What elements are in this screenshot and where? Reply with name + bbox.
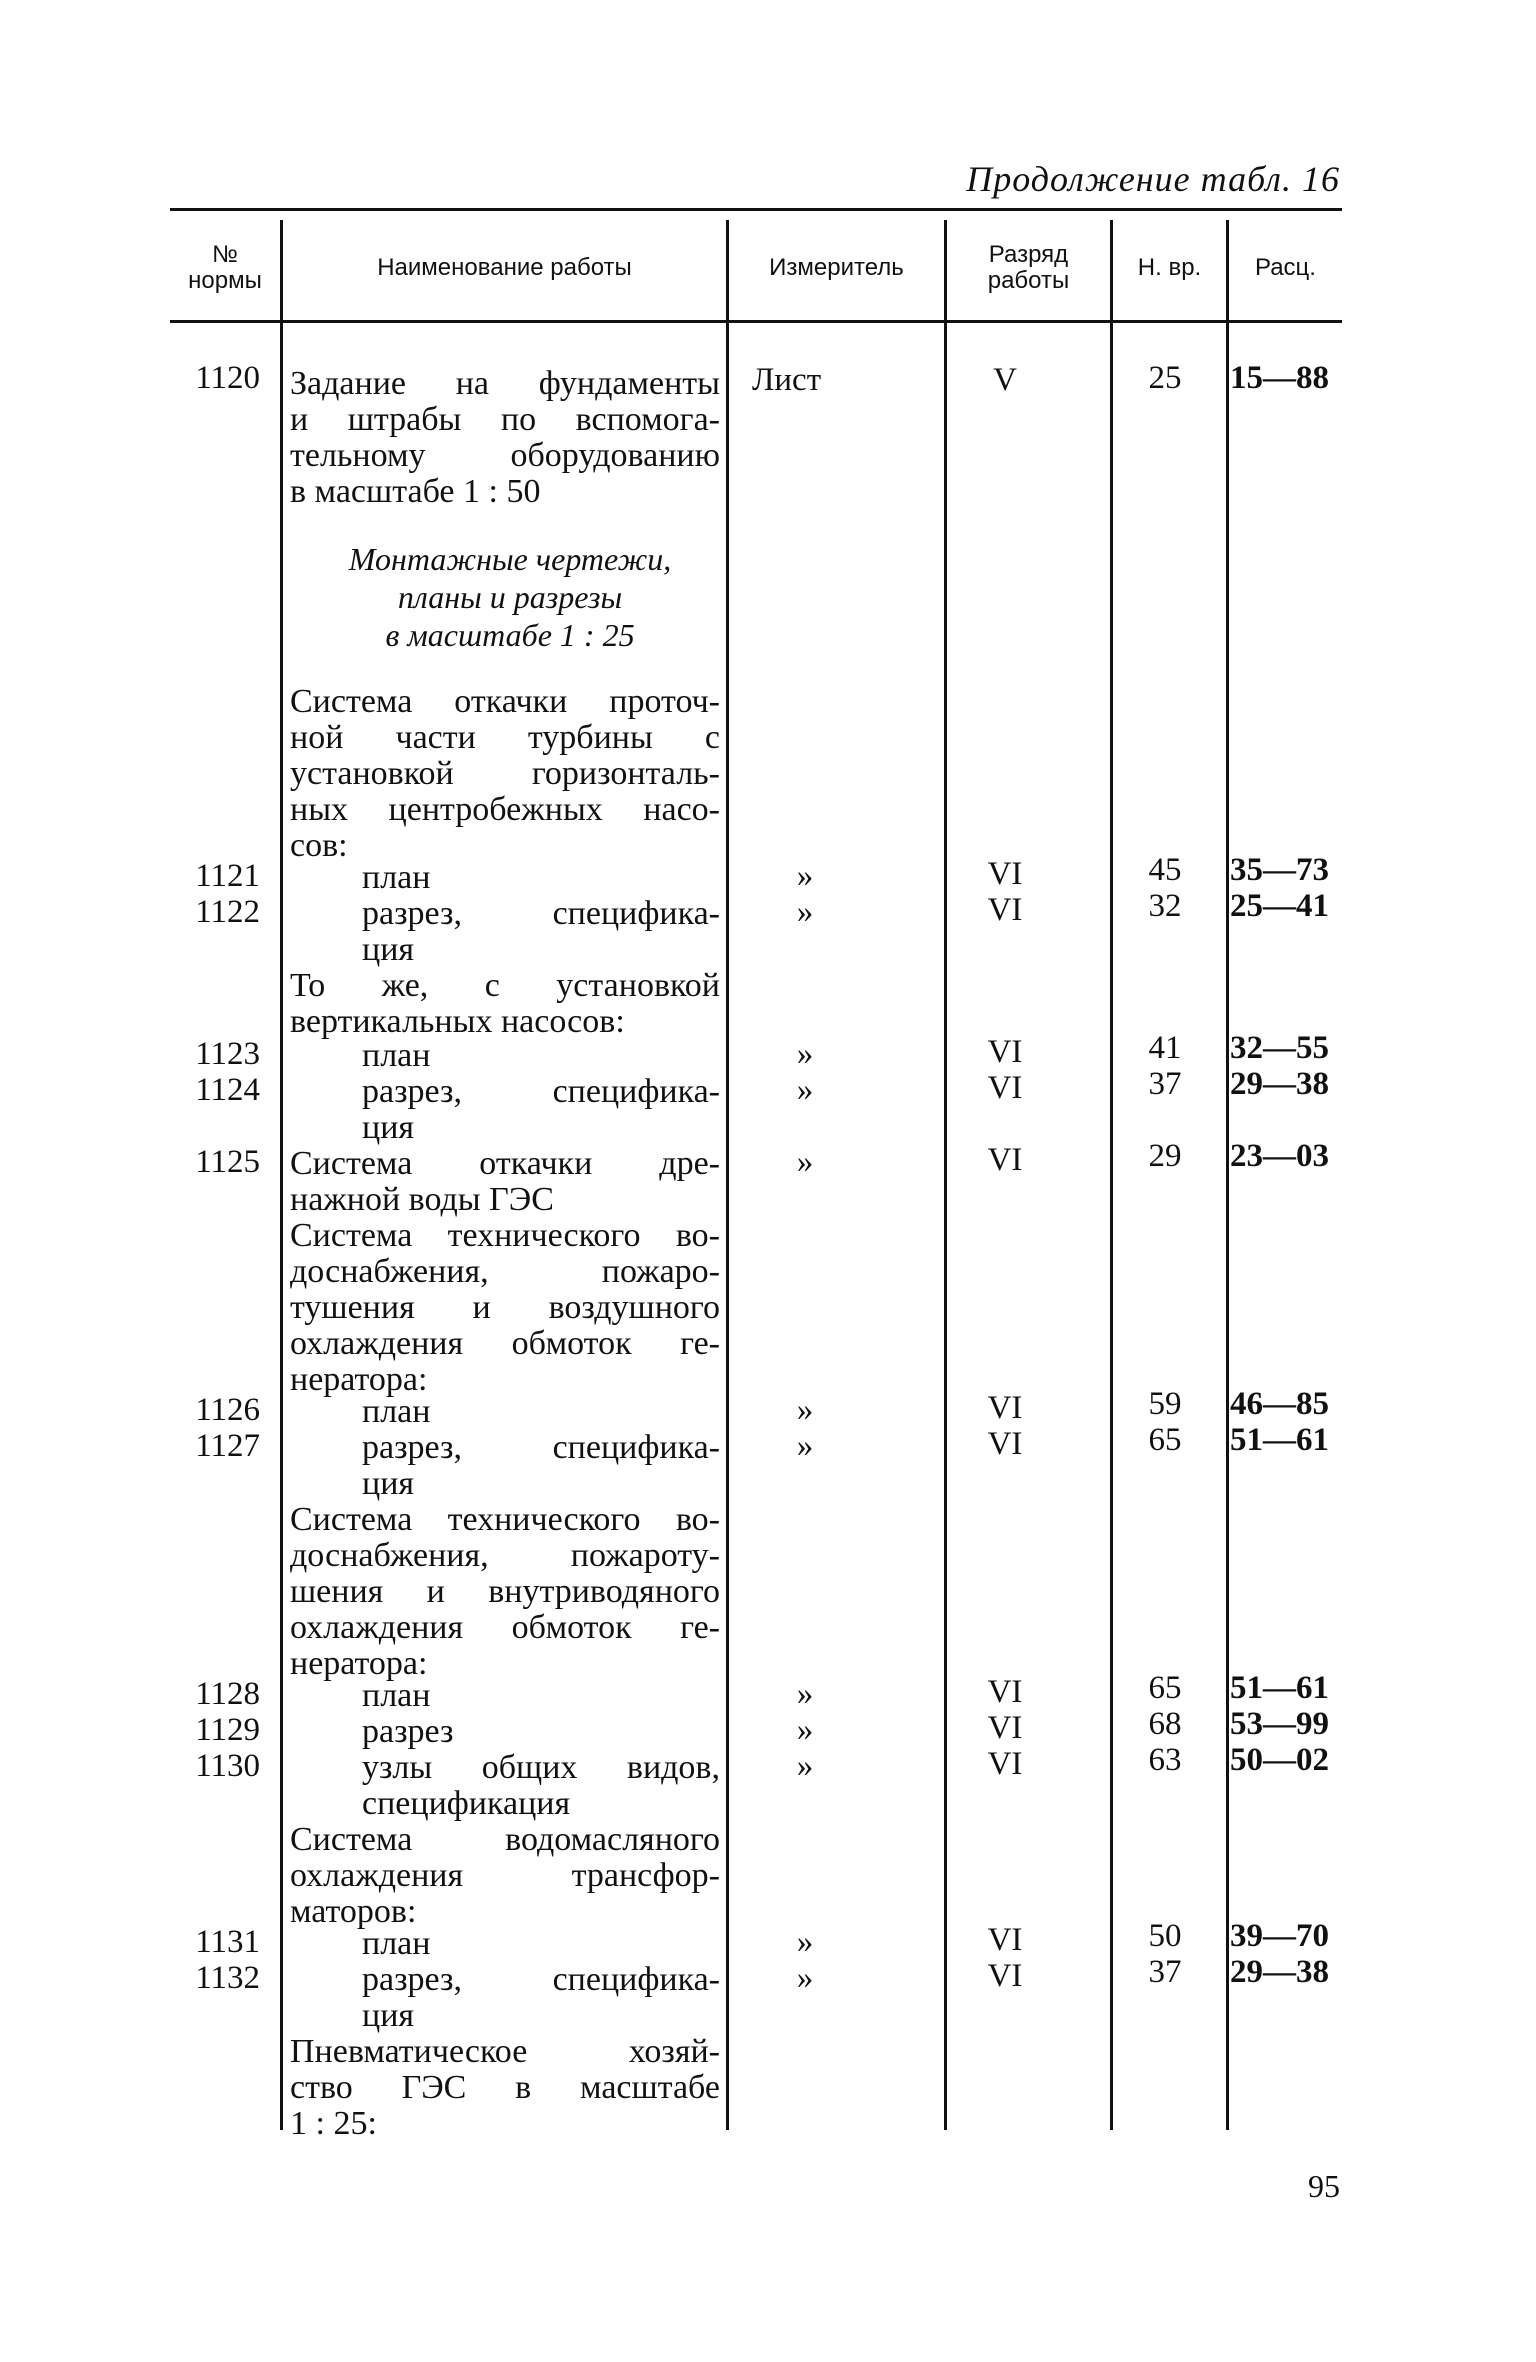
ditto-mark: »	[796, 1960, 814, 1996]
text-line: охлаждения трансфор-	[290, 1857, 720, 1894]
work-name	[362, 1962, 720, 2034]
work-grade: VI	[987, 1426, 1023, 1462]
norm-number: 1122	[195, 894, 260, 930]
work-name: план	[362, 1393, 431, 1430]
work-grade: VI	[987, 1142, 1023, 1178]
text-line: Задание на фундаменты	[290, 365, 720, 402]
text-line: ция	[362, 931, 415, 968]
group-heading	[290, 684, 720, 864]
ditto-mark: »	[796, 858, 814, 894]
work-name	[290, 1146, 720, 1218]
group-heading	[290, 1822, 720, 1930]
group-heading	[290, 968, 720, 1040]
text-line: ция	[362, 1109, 415, 1146]
time-norm: 41	[1148, 1030, 1182, 1066]
column-divider	[1226, 220, 1229, 2130]
work-name	[362, 1430, 720, 1502]
text-line: разрез, специфика-	[362, 1961, 720, 1998]
text-line: Система откачки дре-	[290, 1145, 720, 1182]
text-line: разрез, специфика-	[362, 1429, 720, 1466]
time-norm: 37	[1148, 1954, 1182, 1990]
work-grade: V	[993, 362, 1017, 398]
column-divider	[1110, 220, 1113, 2130]
work-grade: VI	[987, 1746, 1023, 1782]
rate-value: 46—85	[1230, 1386, 1329, 1422]
text-line: разрез, специфика-	[362, 895, 720, 932]
time-norm: 65	[1148, 1670, 1182, 1706]
time-norm: 68	[1148, 1706, 1182, 1742]
work-grade: VI	[987, 856, 1023, 892]
text-line: вертикальных насосов:	[290, 1003, 625, 1040]
norm-number: 1123	[195, 1036, 260, 1072]
text-line: Система технического во-	[290, 1217, 720, 1254]
text-line: нератора:	[290, 1361, 428, 1398]
work-grade: VI	[987, 1922, 1023, 1958]
work-name: разрез	[362, 1713, 454, 1750]
work-grade: VI	[987, 1390, 1023, 1426]
table-caption: Продолжение табл. 16	[966, 159, 1340, 199]
rate-value: 29—38	[1230, 1066, 1329, 1102]
text-line: тушения и воздушного	[290, 1289, 720, 1326]
time-norm: 32	[1148, 888, 1182, 924]
work-name: план	[362, 859, 431, 896]
text-line: Система технического во-	[290, 1501, 720, 1538]
norm-number: 1131	[195, 1924, 260, 1960]
text-line: ной части турбины с	[290, 719, 720, 756]
header-bottom-rule	[170, 320, 1342, 323]
text-line: охлаждения обмоток ге-	[290, 1325, 720, 1362]
text-line: доснабжения, пожароту-	[290, 1537, 720, 1574]
norm-number: 1124	[195, 1072, 260, 1108]
text-line: сов:	[290, 827, 348, 864]
rate-value: 50—02	[1230, 1742, 1329, 1778]
rate-value: 51—61	[1230, 1422, 1329, 1458]
column-divider	[944, 220, 947, 2130]
time-norm: 59	[1148, 1386, 1182, 1422]
time-norm: 37	[1148, 1066, 1182, 1102]
group-heading	[290, 2034, 720, 2142]
column-header-grade: Разряд работы	[987, 241, 1070, 294]
norm-number: 1132	[195, 1960, 260, 1996]
work-name	[362, 896, 720, 968]
norm-number: 1120	[195, 360, 260, 396]
text-line: Система водомасляного	[290, 1821, 720, 1858]
norm-number: 1127	[195, 1428, 260, 1464]
work-name	[290, 366, 720, 510]
norm-number: 1126	[195, 1392, 260, 1428]
rate-value: 39—70	[1230, 1918, 1329, 1954]
text-line: охлаждения обмоток ге-	[290, 1609, 720, 1646]
rate-value: 23—03	[1230, 1138, 1329, 1174]
time-norm: 65	[1148, 1422, 1182, 1458]
rate-value: 29—38	[1230, 1954, 1329, 1990]
work-grade: VI	[987, 892, 1023, 928]
section-heading: Монтажные чертежи, планы и разрезы в масштабе 1 : 25	[348, 541, 672, 653]
norm-number: 1130	[195, 1748, 260, 1784]
text-line: 1 : 25:	[290, 2105, 377, 2142]
measure-unit: Лист	[752, 362, 822, 398]
ditto-mark: »	[796, 1428, 814, 1464]
norm-number: 1125	[195, 1144, 260, 1180]
group-heading	[290, 1218, 720, 1398]
column-divider	[280, 220, 283, 2130]
time-norm: 25	[1148, 360, 1182, 396]
text-line: доснабжения, пожаро-	[290, 1253, 720, 1290]
time-norm: 50	[1148, 1918, 1182, 1954]
rate-value: 53—99	[1230, 1706, 1329, 1742]
ditto-mark: »	[796, 1144, 814, 1180]
text-line: Система откачки проточ-	[290, 683, 720, 720]
text-line: ция	[362, 1997, 415, 2034]
ditto-mark: »	[796, 894, 814, 930]
text-line: нератора:	[290, 1645, 428, 1682]
ditto-mark: »	[796, 1924, 814, 1960]
work-name	[362, 1074, 720, 1146]
work-name: план	[362, 1037, 431, 1074]
work-grade: VI	[987, 1674, 1023, 1710]
ditto-mark: »	[796, 1712, 814, 1748]
ditto-mark: »	[796, 1676, 814, 1712]
text-line: шения и внутриводяного	[290, 1573, 720, 1610]
column-header-hours: Н. вр.	[1137, 254, 1202, 281]
rate-value: 32—55	[1230, 1030, 1329, 1066]
table-top-rule	[170, 208, 1342, 211]
column-header-name: Наименование работы	[377, 254, 632, 281]
time-norm: 45	[1148, 852, 1182, 888]
text-line: ных центробежных насо-	[290, 791, 720, 828]
work-name	[362, 1750, 720, 1822]
rate-value: 51—61	[1230, 1670, 1329, 1706]
work-name: план	[362, 1677, 431, 1714]
norm-number: 1121	[195, 858, 260, 894]
column-header-rate: Расц.	[1255, 254, 1316, 281]
work-grade: VI	[987, 1070, 1023, 1106]
text-line: разрез, специфика-	[362, 1073, 720, 1110]
ditto-mark: »	[796, 1392, 814, 1428]
ditto-mark: »	[796, 1036, 814, 1072]
column-divider	[726, 220, 729, 2130]
work-name: план	[362, 1925, 431, 1962]
norm-number: 1129	[195, 1712, 260, 1748]
text-line: узлы общих видов,	[362, 1749, 720, 1786]
rate-value: 35—73	[1230, 852, 1329, 888]
text-line: Пневматическое хозяй-	[290, 2033, 720, 2070]
norm-number: 1128	[195, 1676, 260, 1712]
text-line: ство ГЭС в масштабе	[290, 2069, 720, 2106]
page-number: 95	[1308, 2168, 1340, 2204]
text-line: нажной воды ГЭС	[290, 1181, 554, 1218]
work-grade: VI	[987, 1710, 1023, 1746]
column-header-num: № нормы	[188, 241, 262, 294]
ditto-mark: »	[796, 1748, 814, 1784]
rate-value: 15—88	[1230, 360, 1329, 396]
text-line: То же, с установкой	[290, 967, 720, 1004]
text-line: тельному оборудованию	[290, 437, 720, 474]
work-grade: VI	[987, 1034, 1023, 1070]
text-line: установкой горизонталь-	[290, 755, 720, 792]
text-line: спецификация	[362, 1785, 571, 1822]
column-header-measure: Измеритель	[769, 254, 904, 281]
time-norm: 63	[1148, 1742, 1182, 1778]
time-norm: 29	[1148, 1138, 1182, 1174]
text-line: и штрабы по вспомога-	[290, 401, 720, 438]
ditto-mark: »	[796, 1072, 814, 1108]
group-heading	[290, 1502, 720, 1682]
text-line: ция	[362, 1465, 415, 1502]
rate-value: 25—41	[1230, 888, 1329, 924]
text-line: маторов:	[290, 1893, 417, 1930]
text-line: в масштабе 1 : 50	[290, 473, 541, 510]
work-grade: VI	[987, 1958, 1023, 1994]
